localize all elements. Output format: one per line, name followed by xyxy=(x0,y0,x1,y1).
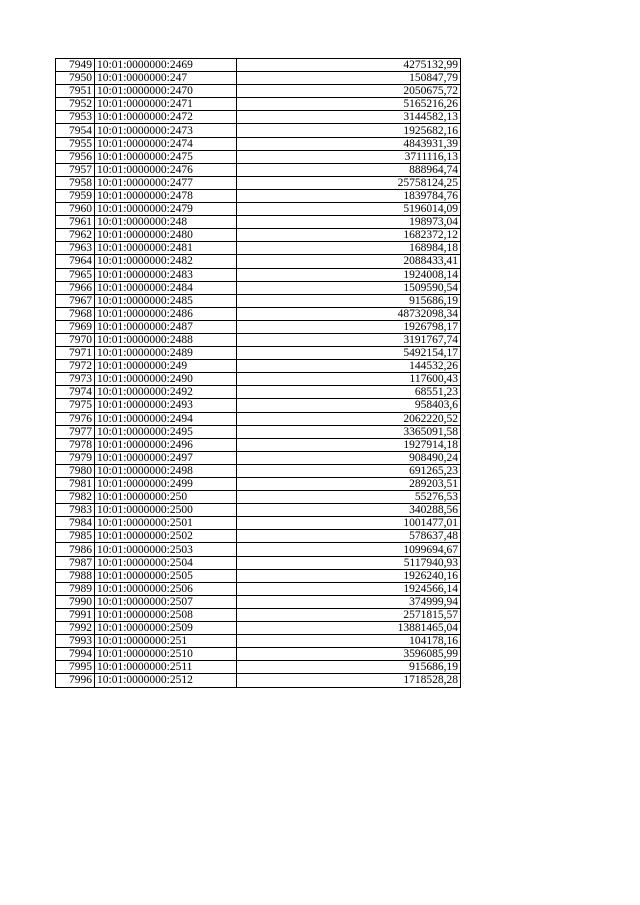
cadastral-number-cell: 10:01:0000000:250 xyxy=(95,491,237,504)
table-row xyxy=(56,347,461,360)
table-row xyxy=(56,268,461,281)
cadastral-value-cell: 55276,53 xyxy=(237,491,461,504)
row-number-cell: 7966 xyxy=(56,281,95,294)
cadastral-number-cell: 10:01:0000000:2504 xyxy=(95,556,237,569)
table-row xyxy=(56,163,461,176)
row-number-cell: 7970 xyxy=(56,333,95,346)
cadastral-number-cell: 10:01:0000000:2475 xyxy=(95,150,237,163)
row-number-cell: 7990 xyxy=(56,595,95,608)
row-number-cell: 7964 xyxy=(56,255,95,268)
cadastral-value-cell: 691265,23 xyxy=(237,464,461,477)
table-row xyxy=(56,176,461,189)
table-row xyxy=(56,386,461,399)
table-row xyxy=(56,189,461,202)
cadastral-number-cell: 10:01:0000000:2495 xyxy=(95,425,237,438)
row-number-cell: 7958 xyxy=(56,176,95,189)
row-number-cell: 7975 xyxy=(56,399,95,412)
table-row xyxy=(56,504,461,517)
row-number-cell: 7953 xyxy=(56,111,95,124)
row-number-cell: 7986 xyxy=(56,543,95,556)
cadastral-number-cell: 10:01:0000000:2487 xyxy=(95,320,237,333)
table-row xyxy=(56,111,461,124)
cadastral-value-cell: 25758124,25 xyxy=(237,176,461,189)
cadastral-number-cell: 10:01:0000000:2474 xyxy=(95,137,237,150)
table-body xyxy=(56,59,461,688)
cadastral-value-cell: 3596085,99 xyxy=(237,648,461,661)
cadastral-value-cell: 5117940,93 xyxy=(237,556,461,569)
row-number-cell: 7992 xyxy=(56,622,95,635)
row-number-cell: 7977 xyxy=(56,425,95,438)
table-row xyxy=(56,674,461,687)
table-row xyxy=(56,648,461,661)
row-number-cell: 7991 xyxy=(56,608,95,621)
cadastral-number-cell: 10:01:0000000:2511 xyxy=(95,661,237,674)
table-row xyxy=(56,635,461,648)
row-number-cell: 7955 xyxy=(56,137,95,150)
cadastral-value-cell: 3365091,58 xyxy=(237,425,461,438)
table-row xyxy=(56,556,461,569)
row-number-cell: 7965 xyxy=(56,268,95,281)
cadastral-number-cell: 10:01:0000000:2501 xyxy=(95,517,237,530)
cadastral-value-cell: 1924008,14 xyxy=(237,268,461,281)
row-number-cell: 7995 xyxy=(56,661,95,674)
cadastral-value-cell: 1718528,28 xyxy=(237,674,461,687)
row-number-cell: 7980 xyxy=(56,464,95,477)
row-number-cell: 7963 xyxy=(56,242,95,255)
cadastral-value-cell: 915686,19 xyxy=(237,661,461,674)
table-row xyxy=(56,203,461,216)
cadastral-value-cell: 888964,74 xyxy=(237,163,461,176)
table-row xyxy=(56,137,461,150)
cadastral-number-cell: 10:01:0000000:249 xyxy=(95,360,237,373)
table-row xyxy=(56,661,461,674)
cadastral-number-cell: 10:01:0000000:2494 xyxy=(95,412,237,425)
cadastral-value-table xyxy=(55,58,461,688)
row-number-cell: 7952 xyxy=(56,98,95,111)
table-row xyxy=(56,399,461,412)
cadastral-value-cell: 1925682,16 xyxy=(237,124,461,137)
row-number-cell: 7949 xyxy=(56,59,95,72)
cadastral-number-cell: 10:01:0000000:2471 xyxy=(95,98,237,111)
table-row xyxy=(56,150,461,163)
cadastral-number-cell: 10:01:0000000:2499 xyxy=(95,478,237,491)
cadastral-value-cell: 289203,51 xyxy=(237,478,461,491)
table-row xyxy=(56,543,461,556)
cadastral-number-cell: 10:01:0000000:2484 xyxy=(95,281,237,294)
cadastral-value-cell: 5492154,17 xyxy=(237,347,461,360)
table-row xyxy=(56,464,461,477)
row-number-cell: 7974 xyxy=(56,386,95,399)
cadastral-value-cell: 340288,56 xyxy=(237,504,461,517)
cadastral-value-cell: 5165216,26 xyxy=(237,98,461,111)
row-number-cell: 7967 xyxy=(56,294,95,307)
row-number-cell: 7989 xyxy=(56,582,95,595)
cadastral-number-cell: 10:01:0000000:2496 xyxy=(95,438,237,451)
table-row xyxy=(56,569,461,582)
cadastral-number-cell: 10:01:0000000:2482 xyxy=(95,255,237,268)
row-number-cell: 7950 xyxy=(56,72,95,85)
row-number-cell: 7968 xyxy=(56,307,95,320)
cadastral-value-cell: 1926798,17 xyxy=(237,320,461,333)
cadastral-number-cell: 10:01:0000000:247 xyxy=(95,72,237,85)
cadastral-value-cell: 915686,19 xyxy=(237,294,461,307)
cadastral-number-cell: 10:01:0000000:2493 xyxy=(95,399,237,412)
cadastral-value-cell: 68551,23 xyxy=(237,386,461,399)
table-row xyxy=(56,59,461,72)
cadastral-number-cell: 10:01:0000000:2479 xyxy=(95,203,237,216)
cadastral-value-cell: 958403,6 xyxy=(237,399,461,412)
row-number-cell: 7982 xyxy=(56,491,95,504)
cadastral-value-cell: 578637,48 xyxy=(237,530,461,543)
cadastral-value-cell: 1001477,01 xyxy=(237,517,461,530)
cadastral-value-cell: 2088433,41 xyxy=(237,255,461,268)
cadastral-number-cell: 10:01:0000000:2481 xyxy=(95,242,237,255)
cadastral-number-cell: 10:01:0000000:2510 xyxy=(95,648,237,661)
table-row xyxy=(56,242,461,255)
row-number-cell: 7972 xyxy=(56,360,95,373)
cadastral-value-cell: 150847,79 xyxy=(237,72,461,85)
cadastral-value-cell: 2062220,52 xyxy=(237,412,461,425)
cadastral-value-cell: 1926240,16 xyxy=(237,569,461,582)
cadastral-value-cell: 3144582,13 xyxy=(237,111,461,124)
table-row xyxy=(56,425,461,438)
cadastral-number-cell: 10:01:0000000:2507 xyxy=(95,595,237,608)
cadastral-number-cell: 10:01:0000000:2486 xyxy=(95,307,237,320)
cadastral-number-cell: 10:01:0000000:2485 xyxy=(95,294,237,307)
cadastral-value-cell: 1509590,54 xyxy=(237,281,461,294)
cadastral-number-cell: 10:01:0000000:2470 xyxy=(95,85,237,98)
row-number-cell: 7971 xyxy=(56,347,95,360)
row-number-cell: 7962 xyxy=(56,229,95,242)
table-row xyxy=(56,530,461,543)
row-number-cell: 7959 xyxy=(56,189,95,202)
cadastral-number-cell: 10:01:0000000:2483 xyxy=(95,268,237,281)
cadastral-number-cell: 10:01:0000000:248 xyxy=(95,216,237,229)
cadastral-number-cell: 10:01:0000000:2498 xyxy=(95,464,237,477)
table-row xyxy=(56,98,461,111)
table-row xyxy=(56,216,461,229)
row-number-cell: 7954 xyxy=(56,124,95,137)
cadastral-value-cell: 374999,94 xyxy=(237,595,461,608)
cadastral-number-cell: 10:01:0000000:251 xyxy=(95,635,237,648)
document-sheet xyxy=(55,58,461,688)
table-row xyxy=(56,622,461,635)
cadastral-value-cell: 198973,04 xyxy=(237,216,461,229)
table-row xyxy=(56,333,461,346)
cadastral-number-cell: 10:01:0000000:2469 xyxy=(95,59,237,72)
table-row xyxy=(56,72,461,85)
cadastral-value-cell: 2571815,57 xyxy=(237,608,461,621)
table-row xyxy=(56,595,461,608)
cadastral-value-cell: 1099694,67 xyxy=(237,543,461,556)
cadastral-number-cell: 10:01:0000000:2508 xyxy=(95,608,237,621)
table-row xyxy=(56,294,461,307)
table-row xyxy=(56,582,461,595)
table-row xyxy=(56,451,461,464)
cadastral-number-cell: 10:01:0000000:2509 xyxy=(95,622,237,635)
cadastral-number-cell: 10:01:0000000:2500 xyxy=(95,504,237,517)
cadastral-number-cell: 10:01:0000000:2497 xyxy=(95,451,237,464)
cadastral-number-cell: 10:01:0000000:2480 xyxy=(95,229,237,242)
table-row xyxy=(56,373,461,386)
cadastral-value-cell: 117600,43 xyxy=(237,373,461,386)
row-number-cell: 7984 xyxy=(56,517,95,530)
row-number-cell: 7978 xyxy=(56,438,95,451)
cadastral-value-cell: 3191767,74 xyxy=(237,333,461,346)
row-number-cell: 7988 xyxy=(56,569,95,582)
cadastral-value-cell: 1839784,76 xyxy=(237,189,461,202)
cadastral-value-cell: 908490,24 xyxy=(237,451,461,464)
cadastral-number-cell: 10:01:0000000:2506 xyxy=(95,582,237,595)
cadastral-number-cell: 10:01:0000000:2492 xyxy=(95,386,237,399)
table-row xyxy=(56,412,461,425)
table-row xyxy=(56,229,461,242)
table-row xyxy=(56,517,461,530)
cadastral-value-cell: 1682372,12 xyxy=(237,229,461,242)
cadastral-number-cell: 10:01:0000000:2512 xyxy=(95,674,237,687)
table-row xyxy=(56,438,461,451)
table-row xyxy=(56,124,461,137)
cadastral-value-cell: 4275132,99 xyxy=(237,59,461,72)
table-row xyxy=(56,85,461,98)
row-number-cell: 7996 xyxy=(56,674,95,687)
cadastral-value-cell: 104178,16 xyxy=(237,635,461,648)
row-number-cell: 7981 xyxy=(56,478,95,491)
cadastral-number-cell: 10:01:0000000:2477 xyxy=(95,176,237,189)
cadastral-value-cell: 168984,18 xyxy=(237,242,461,255)
row-number-cell: 7961 xyxy=(56,216,95,229)
row-number-cell: 7993 xyxy=(56,635,95,648)
cadastral-number-cell: 10:01:0000000:2476 xyxy=(95,163,237,176)
cadastral-number-cell: 10:01:0000000:2473 xyxy=(95,124,237,137)
row-number-cell: 7985 xyxy=(56,530,95,543)
cadastral-value-cell: 13881465,04 xyxy=(237,622,461,635)
table-row xyxy=(56,320,461,333)
row-number-cell: 7987 xyxy=(56,556,95,569)
cadastral-number-cell: 10:01:0000000:2488 xyxy=(95,333,237,346)
cadastral-value-cell: 2050675,72 xyxy=(237,85,461,98)
row-number-cell: 7983 xyxy=(56,504,95,517)
cadastral-value-cell: 48732098,34 xyxy=(237,307,461,320)
table-row xyxy=(56,281,461,294)
row-number-cell: 7969 xyxy=(56,320,95,333)
row-number-cell: 7957 xyxy=(56,163,95,176)
cadastral-value-cell: 1924566,14 xyxy=(237,582,461,595)
cadastral-value-cell: 3711116,13 xyxy=(237,150,461,163)
row-number-cell: 7973 xyxy=(56,373,95,386)
row-number-cell: 7976 xyxy=(56,412,95,425)
table-row xyxy=(56,608,461,621)
cadastral-number-cell: 10:01:0000000:2502 xyxy=(95,530,237,543)
cadastral-value-cell: 144532,26 xyxy=(237,360,461,373)
row-number-cell: 7951 xyxy=(56,85,95,98)
row-number-cell: 7979 xyxy=(56,451,95,464)
cadastral-number-cell: 10:01:0000000:2505 xyxy=(95,569,237,582)
row-number-cell: 7956 xyxy=(56,150,95,163)
table-row xyxy=(56,255,461,268)
row-number-cell: 7960 xyxy=(56,203,95,216)
cadastral-value-cell: 1927914,18 xyxy=(237,438,461,451)
row-number-cell: 7994 xyxy=(56,648,95,661)
cadastral-value-cell: 5196014,09 xyxy=(237,203,461,216)
table-row xyxy=(56,491,461,504)
cadastral-number-cell: 10:01:0000000:2489 xyxy=(95,347,237,360)
cadastral-number-cell: 10:01:0000000:2478 xyxy=(95,189,237,202)
table-row xyxy=(56,360,461,373)
table-row xyxy=(56,307,461,320)
cadastral-number-cell: 10:01:0000000:2472 xyxy=(95,111,237,124)
cadastral-number-cell: 10:01:0000000:2490 xyxy=(95,373,237,386)
cadastral-value-cell: 4843931,39 xyxy=(237,137,461,150)
table-row xyxy=(56,478,461,491)
cadastral-number-cell: 10:01:0000000:2503 xyxy=(95,543,237,556)
